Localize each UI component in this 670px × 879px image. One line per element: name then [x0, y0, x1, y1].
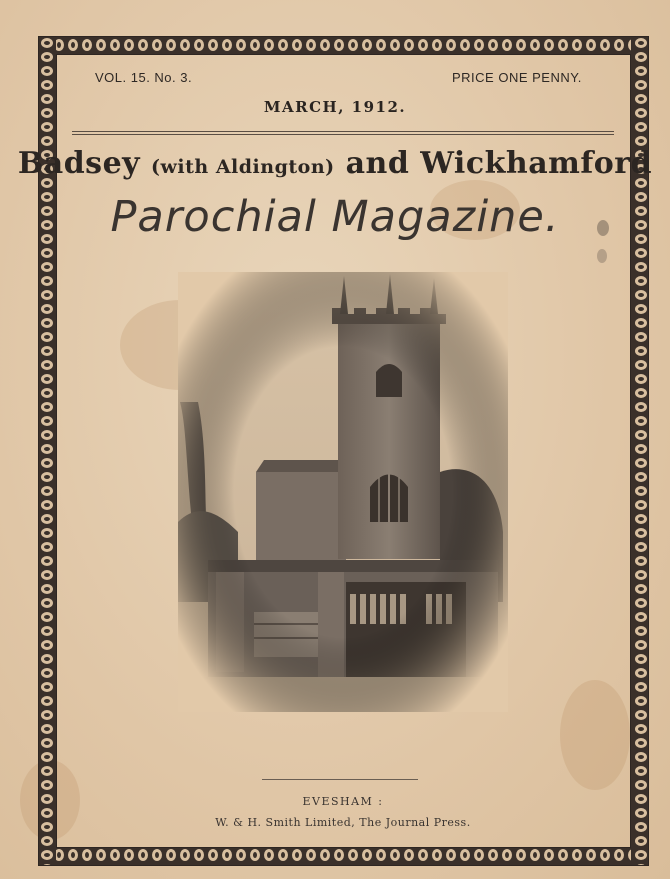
divider-rule [72, 134, 614, 135]
footer-rule [262, 779, 418, 780]
title-wickhamford: and Wickhamford [345, 146, 653, 181]
parish-title [0, 146, 670, 181]
issue-date: MARCH, 1912. [263, 98, 407, 116]
title-badsey: Badsey [17, 146, 141, 181]
ink-smudge [596, 218, 610, 268]
magazine-title: Parochial Magazine. [110, 192, 560, 242]
printer-credit: W. & H. Smith Limited, The Journal Press. [215, 816, 471, 829]
publisher-town: EVESHAM : [302, 795, 384, 808]
church-tower-icon [178, 272, 508, 712]
price-label: PRICE ONE PENNY. [452, 70, 582, 85]
title-aldington: (with Aldington) [151, 156, 335, 178]
volume-number: VOL. 15. No. 3. [95, 70, 193, 85]
divider-rule [72, 131, 614, 132]
